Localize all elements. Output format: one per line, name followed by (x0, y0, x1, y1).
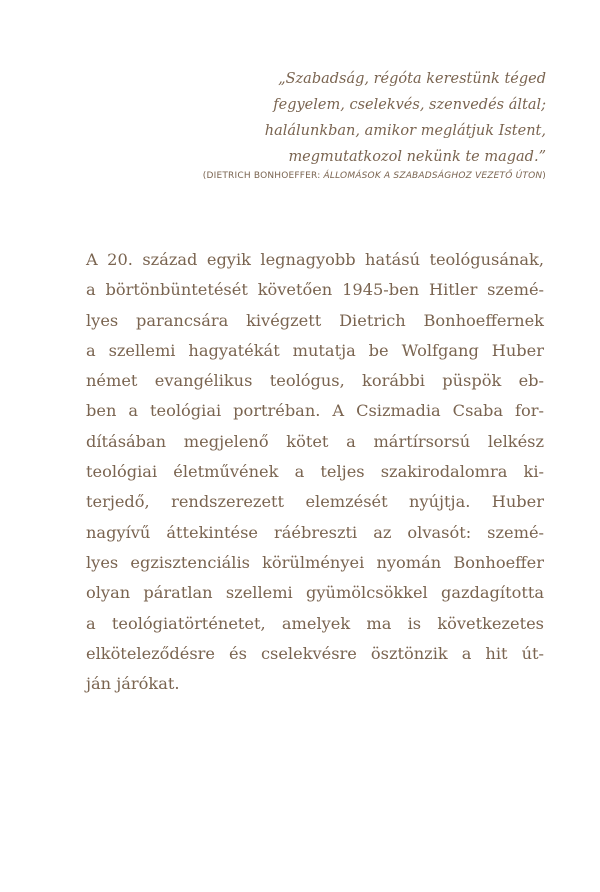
epigraph-line: „Szabadság, régóta kerestünk téged (278, 71, 546, 87)
blurb-line: lyes egzisztenciális körülményei nyomán Bonhoeffer (86, 552, 544, 572)
blurb-line: olyan páratlan szellemi gyümölcsökkel gazdagította (86, 583, 544, 603)
blurb-line: a teológiatörténetet, amelyek ma is következetes (86, 613, 544, 633)
blurb-text (86, 245, 544, 699)
source-suffix: ) (542, 171, 546, 181)
epigraph-line: megmutatkozol nekünk te magad.” (288, 149, 546, 165)
blurb-line: nagyívű áttekintése ráébreszti az olvasót: szemé- (86, 522, 544, 542)
blurb-line: a börtönbüntetését követően 1945-ben Hitler szemé- (86, 280, 544, 300)
blurb-line: dításában megjelenő kötet a mártírsorsú lelkész (86, 431, 544, 451)
blurb-line: ján járókat. (86, 674, 180, 694)
source-prefix: (DIETRICH BONHOEFFER: (202, 171, 324, 181)
blurb-line: lyes parancsára kivégzett Dietrich Bonhoeffernek (86, 310, 544, 330)
epigraph-quote (106, 66, 546, 170)
blurb-line: a szellemi hagyatékát mutatja be Wolfgang Huber (86, 340, 544, 360)
epigraph-line: fegyelem, cselekvés, szenvedés által; (273, 97, 546, 113)
blurb-line: A 20. század egyik legnagyobb hatású teológusának, (86, 250, 544, 269)
blurb-line: terjedő, rendszerezett elemzését nyújtja. Huber (86, 492, 544, 512)
source-title: ÁLLOMÁSOK A SZABADSÁGHOZ VEZETŐ ÚTON (323, 171, 543, 181)
blurb-line: elköteleződésre és cselekvésre ösztönzik a hit út- (86, 643, 544, 663)
epigraph-source (203, 171, 546, 181)
epigraph-line: halálunkban, amikor meglátjuk Istent, (264, 123, 546, 139)
blurb-line: teológiai életművének a teljes szakirodalomra ki- (86, 462, 544, 482)
blurb-line: ben a teológiai portréban. A Csizmadia Csaba for- (86, 401, 544, 421)
blurb-line: német evangélikus teológus, korábbi püspök eb- (86, 371, 544, 391)
